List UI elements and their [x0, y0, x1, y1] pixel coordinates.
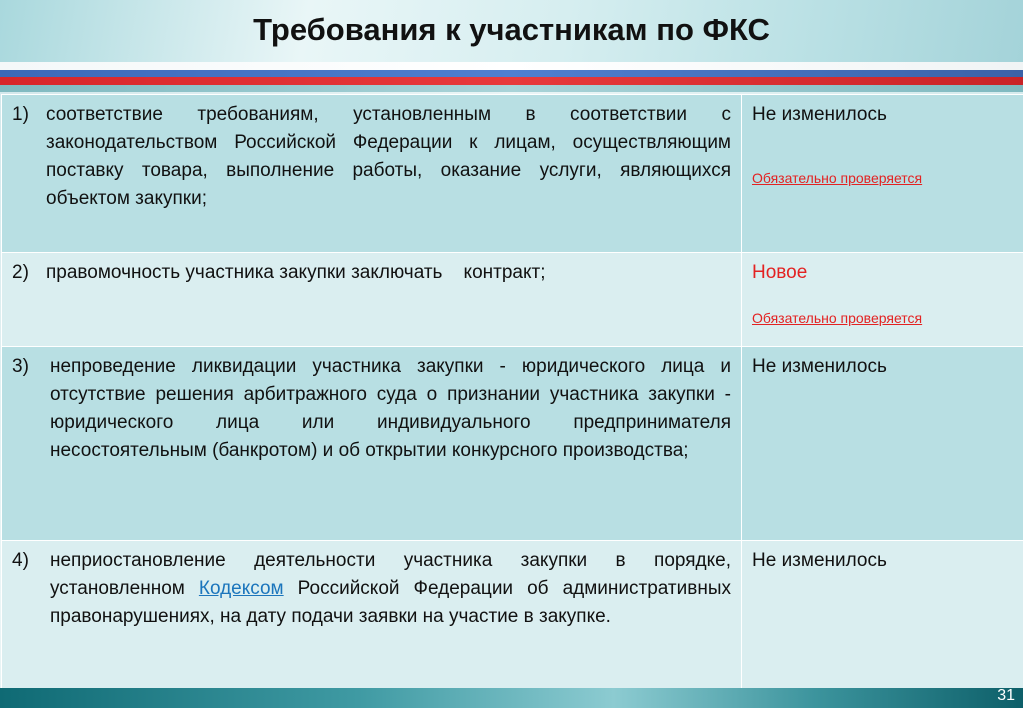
requirement-text-before: неприостановление деятельности участника закупки в порядке, установленном: [50, 550, 731, 599]
status-cell: [742, 347, 1023, 541]
flag-stripes: [0, 62, 1023, 92]
requirement-number: 1): [12, 104, 29, 125]
stripe-teal: [0, 85, 1023, 92]
table-row: [2, 347, 1023, 541]
page-title: Требования к участникам по ФКС: [253, 12, 770, 47]
status-cell: [742, 253, 1023, 347]
table-row: [2, 253, 1023, 347]
table-row: [2, 95, 1023, 253]
status-text: Не изменилось: [752, 356, 887, 377]
requirement-item: [12, 353, 731, 465]
requirement-item: [12, 259, 731, 287]
stripe-white: [0, 62, 1023, 70]
status-cell: [742, 95, 1023, 253]
requirement-text: соответствие требованиям, установленным в соответствии с законодательством Российской Федерации к лицам, осуществляющим поставку товара, выполнение работы, оказание услуги, являющихся объектом закупки;: [46, 104, 731, 209]
status-text: Не изменилось: [752, 104, 887, 125]
requirement-number: 3): [12, 356, 29, 377]
requirement-number: 2): [12, 262, 29, 283]
status-text-new: Новое: [752, 262, 808, 283]
check-note-link[interactable]: Обязательно проверяется: [752, 170, 923, 186]
requirement-cell: [2, 95, 742, 253]
requirement-cell: [2, 541, 742, 689]
requirements-table: [1, 94, 1023, 689]
stripe-blue: [0, 70, 1023, 77]
code-link[interactable]: Кодексом: [198, 578, 284, 599]
requirement-cell: [2, 253, 742, 347]
requirement-text: непроведение ликвидации участника закупки - юридического лица и отсутствие решения арбитражного суда о признании участника закупки - юридического лица или индивидуального предпринимателя несостоятельным (банкротом) и об открытии конкурсного производства;: [50, 356, 731, 461]
status-text: Не изменилось: [752, 550, 887, 571]
requirement-text-after: Российской Федерации об административных правонарушениях, на дату подачи заявки на участие в закупке.: [50, 578, 731, 627]
requirement-text: [50, 547, 731, 631]
page-number: 31: [997, 687, 1015, 704]
slide-footer: [0, 688, 1023, 708]
status-cell: [742, 541, 1023, 689]
requirement-item: [12, 101, 731, 213]
table-row: [2, 541, 1023, 689]
requirement-cell: [2, 347, 742, 541]
requirement-text: правомочность участника закупки заключать контракт;: [46, 262, 546, 283]
slide-header: [0, 0, 1023, 62]
check-note-link[interactable]: Обязательно проверяется: [752, 310, 923, 326]
requirement-item: [12, 547, 731, 631]
requirement-number: 4): [12, 550, 29, 571]
stripe-red: [0, 77, 1023, 85]
